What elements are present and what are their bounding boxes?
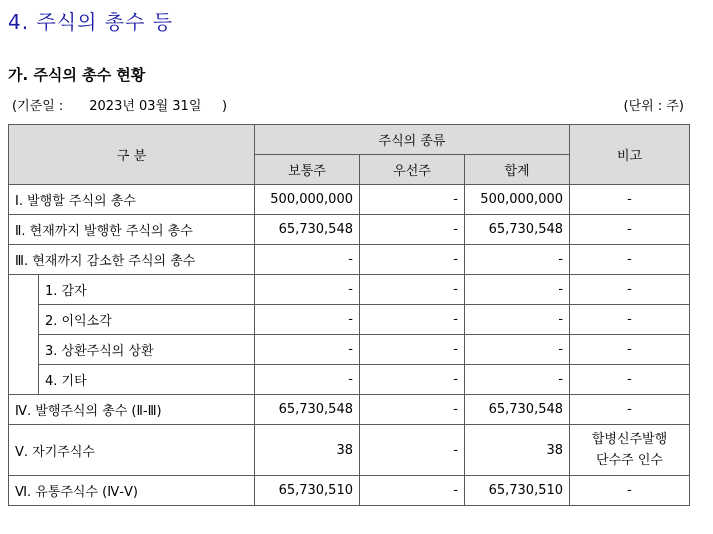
cell-preferred: - bbox=[360, 185, 465, 215]
note-line-2: 단수주 인수 bbox=[596, 453, 663, 468]
row-label: Ⅰ. 발행할 주식의 총수 bbox=[9, 185, 255, 215]
table-row bbox=[9, 425, 690, 476]
cell-total: 500,000,000 bbox=[465, 185, 570, 215]
table-row bbox=[9, 185, 690, 215]
cell-note: - bbox=[570, 275, 690, 305]
base-date-close: ) bbox=[222, 99, 228, 114]
header-category: 구 분 bbox=[9, 125, 255, 185]
cell-total: - bbox=[465, 275, 570, 305]
cell-preferred: - bbox=[360, 275, 465, 305]
row-label: Ⅲ. 현재까지 감소한 주식의 총수 bbox=[9, 245, 255, 275]
cell-note: - bbox=[570, 365, 690, 395]
unit-label: (단위 : 주) bbox=[623, 99, 684, 114]
cell-common: - bbox=[255, 275, 360, 305]
cell-preferred: - bbox=[360, 335, 465, 365]
table-row bbox=[9, 275, 690, 305]
row-label: Ⅳ. 발행주식의 총수 (Ⅱ-Ⅲ) bbox=[9, 395, 255, 425]
cell-total: 65,730,548 bbox=[465, 215, 570, 245]
section-title: 4. 주식의 총수 등 bbox=[8, 10, 174, 34]
sub-title: 가. 주식의 총수 현황 bbox=[8, 66, 146, 84]
cell-total: 65,730,548 bbox=[465, 395, 570, 425]
cell-preferred: - bbox=[360, 215, 465, 245]
cell-preferred: - bbox=[360, 476, 465, 506]
row-label: Ⅵ. 유통주식수 (Ⅳ-Ⅴ) bbox=[9, 476, 255, 506]
cell-note bbox=[570, 425, 690, 476]
cell-note: - bbox=[570, 395, 690, 425]
row-label: Ⅱ. 현재까지 발행한 주식의 총수 bbox=[9, 215, 255, 245]
cell-total: - bbox=[465, 365, 570, 395]
cell-common: 65,730,548 bbox=[255, 215, 360, 245]
stock-count-table bbox=[8, 124, 690, 506]
table-row bbox=[9, 476, 690, 506]
cell-preferred: - bbox=[360, 425, 465, 476]
cell-note: - bbox=[570, 185, 690, 215]
cell-common: 65,730,510 bbox=[255, 476, 360, 506]
cell-total: 65,730,510 bbox=[465, 476, 570, 506]
row-label: 2. 이익소각 bbox=[39, 305, 255, 335]
table-row bbox=[9, 245, 690, 275]
note-line-1: 합병신주발행 bbox=[591, 432, 668, 447]
header-common: 보통주 bbox=[255, 155, 360, 185]
table-row bbox=[9, 215, 690, 245]
cell-common: - bbox=[255, 365, 360, 395]
base-date-line bbox=[12, 95, 227, 114]
cell-common: - bbox=[255, 245, 360, 275]
header-stock-types: 주식의 종류 bbox=[255, 125, 570, 155]
header-note: 비고 bbox=[570, 125, 690, 185]
header-total: 합계 bbox=[465, 155, 570, 185]
cell-note: - bbox=[570, 476, 690, 506]
cell-preferred: - bbox=[360, 245, 465, 275]
cell-note: - bbox=[570, 305, 690, 335]
indent-cell bbox=[9, 275, 39, 395]
cell-total: - bbox=[465, 245, 570, 275]
table-row bbox=[9, 335, 690, 365]
header-preferred: 우선주 bbox=[360, 155, 465, 185]
row-label: Ⅴ. 자기주식수 bbox=[9, 425, 255, 476]
cell-preferred: - bbox=[360, 305, 465, 335]
cell-total: - bbox=[465, 335, 570, 365]
cell-preferred: - bbox=[360, 395, 465, 425]
table-row bbox=[9, 395, 690, 425]
cell-common: 65,730,548 bbox=[255, 395, 360, 425]
table-row bbox=[9, 305, 690, 335]
base-date-value: 2023년 03월 31일 bbox=[89, 99, 202, 114]
cell-preferred: - bbox=[360, 365, 465, 395]
cell-common: 38 bbox=[255, 425, 360, 476]
cell-common: - bbox=[255, 335, 360, 365]
row-label: 1. 감자 bbox=[39, 275, 255, 305]
cell-note: - bbox=[570, 215, 690, 245]
header-row bbox=[9, 125, 690, 155]
cell-common: 500,000,000 bbox=[255, 185, 360, 215]
cell-note: - bbox=[570, 245, 690, 275]
table-row bbox=[9, 365, 690, 395]
base-date-label: (기준일 : bbox=[12, 99, 64, 114]
row-label: 4. 기타 bbox=[39, 365, 255, 395]
row-label: 3. 상환주식의 상환 bbox=[39, 335, 255, 365]
cell-total: 38 bbox=[465, 425, 570, 476]
cell-common: - bbox=[255, 305, 360, 335]
cell-total: - bbox=[465, 305, 570, 335]
cell-note: - bbox=[570, 335, 690, 365]
